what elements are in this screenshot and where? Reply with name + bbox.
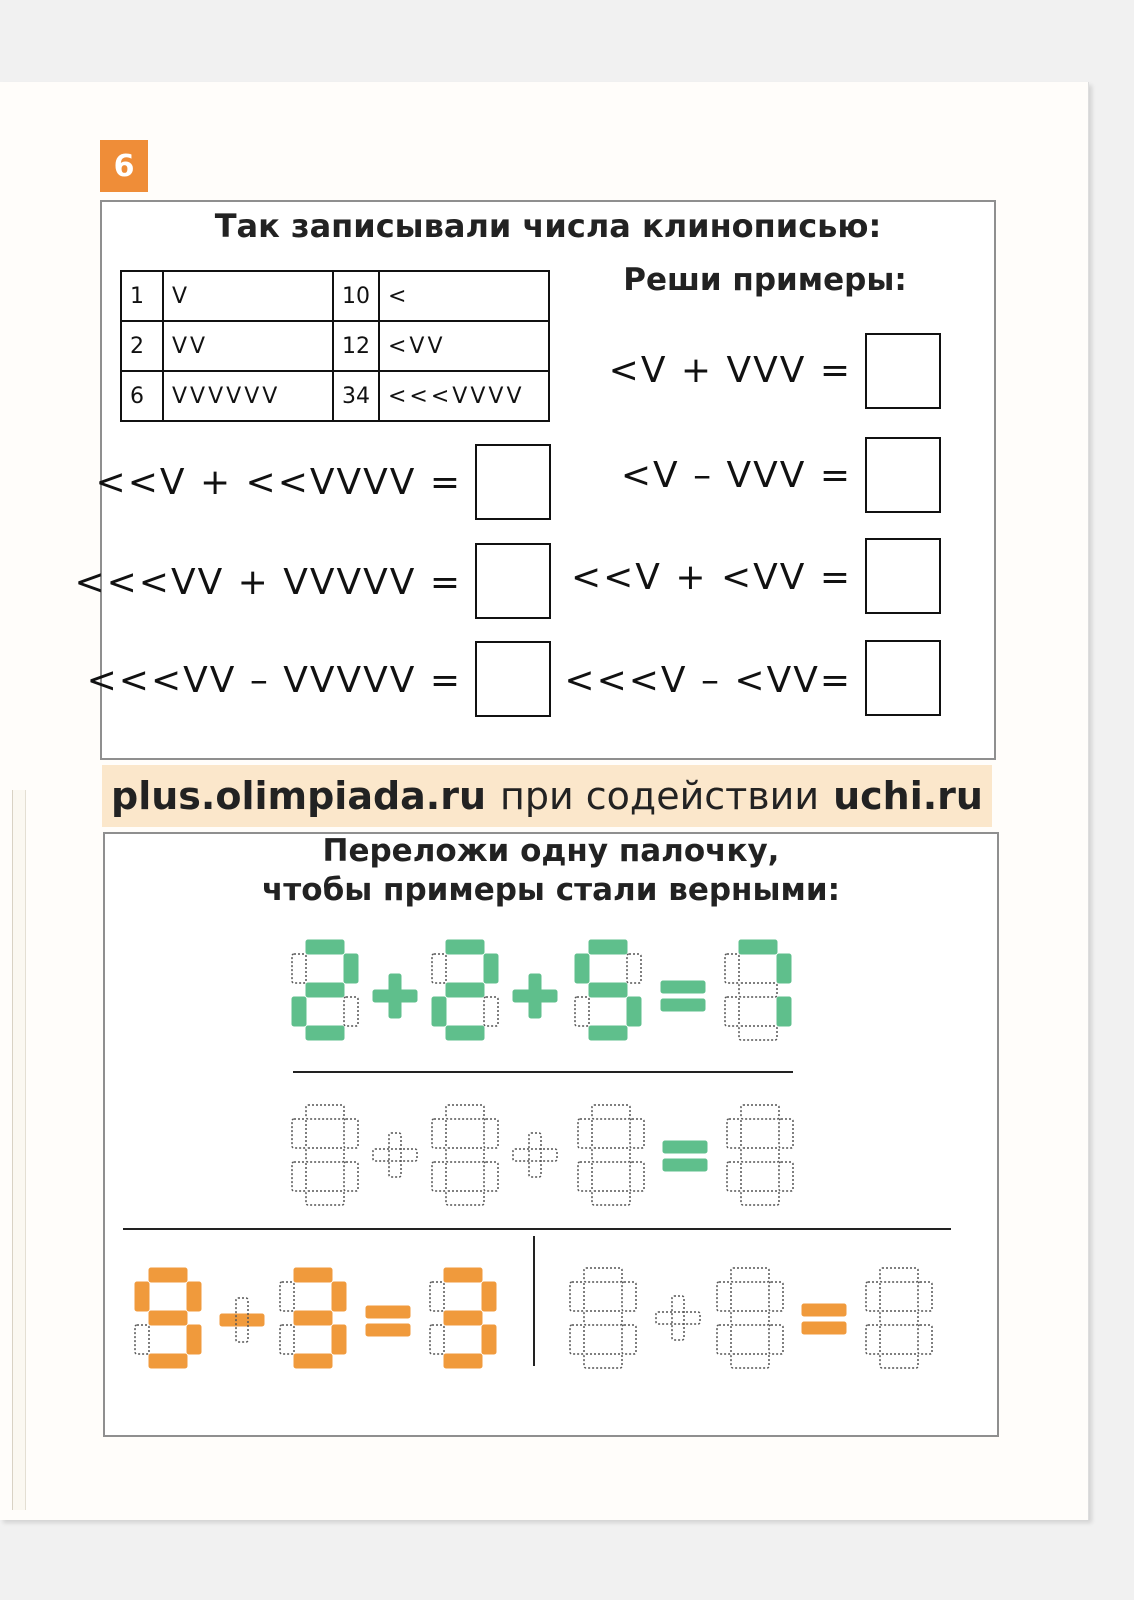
table-cell-symbol: <VV bbox=[379, 321, 549, 371]
table-cell-number: 10 bbox=[333, 271, 379, 321]
matchstick-segment bbox=[135, 1282, 149, 1311]
matchstick-segment bbox=[672, 1296, 684, 1340]
matchstick-segment bbox=[589, 1026, 627, 1040]
matchstick-segment bbox=[578, 1119, 592, 1148]
matchstick-segment bbox=[292, 1119, 306, 1148]
example-right-4: <<<V – <VV= bbox=[564, 660, 852, 701]
matchstick-segment bbox=[592, 1105, 630, 1119]
matchstick-segment bbox=[366, 1324, 410, 1336]
matchstick-segment bbox=[482, 1282, 496, 1311]
matchstick-segment bbox=[918, 1325, 932, 1354]
matchstick-segment bbox=[622, 1282, 636, 1311]
matchstick-segment bbox=[802, 1322, 846, 1334]
matchstick-segment bbox=[739, 940, 777, 954]
matchstick-segment bbox=[344, 954, 358, 983]
site-link-olimpiada[interactable]: plus.olimpiada.ru bbox=[111, 774, 487, 818]
matchstick-segment bbox=[627, 997, 641, 1026]
matchstick-segment bbox=[482, 1325, 496, 1354]
matchstick-segment bbox=[741, 1148, 779, 1162]
matchstick-segment bbox=[627, 954, 641, 983]
table-cell-symbol: VVVVVV bbox=[163, 371, 333, 421]
matchstick-segment bbox=[529, 974, 541, 1018]
matchstick-segment bbox=[741, 1105, 779, 1119]
matchstick-segment bbox=[584, 1354, 622, 1368]
matchstick-segment bbox=[149, 1311, 187, 1325]
table-cell-number: 12 bbox=[333, 321, 379, 371]
matchstick-segment bbox=[661, 999, 705, 1011]
matchstick-segment bbox=[592, 1191, 630, 1205]
matchstick-segment bbox=[366, 1306, 410, 1318]
matchstick-segment bbox=[187, 1325, 201, 1354]
table-cell-number: 6 bbox=[121, 371, 163, 421]
matchstick-segment bbox=[802, 1304, 846, 1316]
table-cell-number: 1 bbox=[121, 271, 163, 321]
matchstick-segment bbox=[663, 1159, 707, 1171]
matchstick-segment bbox=[725, 997, 739, 1026]
matchstick-segment bbox=[484, 1119, 498, 1148]
matchstick-segment bbox=[584, 1311, 622, 1325]
matchstick-segment bbox=[306, 1148, 344, 1162]
matchstick-segment bbox=[880, 1354, 918, 1368]
matchstick-segment bbox=[663, 1141, 707, 1153]
matchstick-segment bbox=[149, 1354, 187, 1368]
example-left-1: <<V + <<VVVV = bbox=[95, 462, 462, 503]
matchstick-segment bbox=[432, 1119, 446, 1148]
matchstick-segment bbox=[866, 1325, 880, 1354]
banner-text: при содействии bbox=[500, 774, 820, 818]
solve-title: Реши примеры: bbox=[623, 262, 907, 298]
matchstick-segment bbox=[294, 1268, 332, 1282]
matchstick-segment bbox=[292, 954, 306, 983]
matchstick-segment bbox=[739, 1026, 777, 1040]
matchstick-segment bbox=[430, 1325, 444, 1354]
matchstick-segment bbox=[332, 1282, 346, 1311]
matchstick-segment bbox=[306, 1105, 344, 1119]
matchstick-segment bbox=[446, 940, 484, 954]
matchstick-segment bbox=[294, 1311, 332, 1325]
matchstick-segment bbox=[446, 1148, 484, 1162]
matchstick-segment bbox=[769, 1282, 783, 1311]
matchstick-segment bbox=[592, 1148, 630, 1162]
matchstick-segment bbox=[630, 1162, 644, 1191]
matchstick-segment bbox=[432, 1162, 446, 1191]
matchstick-segment bbox=[575, 997, 589, 1026]
matchstick-segment bbox=[446, 1105, 484, 1119]
matchstick-segment bbox=[444, 1311, 482, 1325]
matchstick-segment bbox=[220, 1314, 264, 1326]
matchstick-segment bbox=[344, 1162, 358, 1191]
matchstick-segment bbox=[446, 1026, 484, 1040]
matchstick-segment bbox=[187, 1282, 201, 1311]
matchstick-segment bbox=[444, 1268, 482, 1282]
matchstick-segment bbox=[513, 1149, 557, 1161]
example-left-2: <<<VV + VVVVV = bbox=[74, 562, 462, 603]
matchstick-segment bbox=[292, 997, 306, 1026]
task-number-badge: 6 bbox=[100, 140, 148, 192]
matchstick-segment bbox=[731, 1311, 769, 1325]
matchstick-segment bbox=[344, 1119, 358, 1148]
matchstick-segment bbox=[661, 981, 705, 993]
matchstick-segment bbox=[484, 997, 498, 1026]
matchstick-segment bbox=[570, 1325, 584, 1354]
matchstick-segment bbox=[880, 1268, 918, 1282]
matchstick-segment bbox=[332, 1325, 346, 1354]
matchstick-segment bbox=[280, 1325, 294, 1354]
matchstick-segment bbox=[578, 1162, 592, 1191]
matchstick-segment bbox=[446, 1191, 484, 1205]
matchstick-segment bbox=[529, 1133, 541, 1177]
matchstick-segment bbox=[880, 1311, 918, 1325]
matchstick-segment bbox=[630, 1119, 644, 1148]
matchstick-segment bbox=[570, 1282, 584, 1311]
matchstick-segment bbox=[389, 974, 401, 1018]
matchstick-segment bbox=[306, 1026, 344, 1040]
matchstick-segment bbox=[306, 940, 344, 954]
matchstick-segment bbox=[731, 1268, 769, 1282]
table-cell-symbol: < bbox=[379, 271, 549, 321]
matchstick-segment bbox=[866, 1282, 880, 1311]
matchstick-segment bbox=[727, 1162, 741, 1191]
matchstick-segment bbox=[575, 954, 589, 983]
matchstick-segment bbox=[918, 1282, 932, 1311]
matchstick-segment bbox=[769, 1325, 783, 1354]
site-link-uchi[interactable]: uchi.ru bbox=[833, 774, 983, 818]
matchstick-segment bbox=[584, 1268, 622, 1282]
matchstick-segment bbox=[777, 954, 791, 983]
matchstick-segment bbox=[444, 1354, 482, 1368]
matches-title-line2: чтобы примеры стали верными: bbox=[262, 872, 840, 908]
example-left-3: <<<VV – VVVVV = bbox=[86, 660, 462, 701]
matchstick-segment bbox=[432, 997, 446, 1026]
matchstick-segment bbox=[739, 983, 777, 997]
matchstick-segment bbox=[135, 1325, 149, 1354]
table-cell-symbol: V bbox=[163, 271, 333, 321]
matchstick-segment bbox=[777, 997, 791, 1026]
matchstick-segment bbox=[741, 1191, 779, 1205]
example-right-3: <<V + <VV = bbox=[570, 557, 852, 598]
matchstick-segment bbox=[656, 1312, 700, 1324]
matchstick-segment bbox=[446, 983, 484, 997]
cuneiform-title: Так записывали числа клинописью: bbox=[214, 207, 882, 245]
matchstick-segment bbox=[292, 1162, 306, 1191]
matchstick-segment bbox=[589, 983, 627, 997]
matchstick-segment bbox=[779, 1162, 793, 1191]
table-cell-symbol: VV bbox=[163, 321, 333, 371]
matchstick-segment bbox=[731, 1354, 769, 1368]
matchstick-segment bbox=[717, 1325, 731, 1354]
matchstick-segment bbox=[149, 1268, 187, 1282]
matchstick-segment bbox=[432, 954, 446, 983]
table-cell-symbol: <<<VVVV bbox=[379, 371, 549, 421]
matchstick-segment bbox=[779, 1119, 793, 1148]
example-right-2: <V – VVV = bbox=[620, 455, 852, 496]
example-right-1: <V + VVV = bbox=[608, 350, 852, 391]
matchstick-segment bbox=[389, 1133, 401, 1177]
matchstick-segment bbox=[717, 1282, 731, 1311]
matchstick-segment bbox=[344, 997, 358, 1026]
matchstick-segment bbox=[484, 1162, 498, 1191]
matchstick-segment bbox=[725, 954, 739, 983]
matchstick-segment bbox=[484, 954, 498, 983]
matches-title-line1: Переложи одну палочку, bbox=[322, 833, 780, 869]
matchstick-segment bbox=[306, 1191, 344, 1205]
matchstick-segment bbox=[280, 1282, 294, 1311]
matchstick-segment bbox=[727, 1119, 741, 1148]
matchstick-segment bbox=[430, 1282, 444, 1311]
matchstick-segment bbox=[294, 1354, 332, 1368]
matchstick-segment bbox=[622, 1325, 636, 1354]
matchstick-segment bbox=[306, 983, 344, 997]
matchstick-segment bbox=[589, 940, 627, 954]
table-cell-number: 2 bbox=[121, 321, 163, 371]
table-cell-number: 34 bbox=[333, 371, 379, 421]
matchstick-segment bbox=[373, 1149, 417, 1161]
